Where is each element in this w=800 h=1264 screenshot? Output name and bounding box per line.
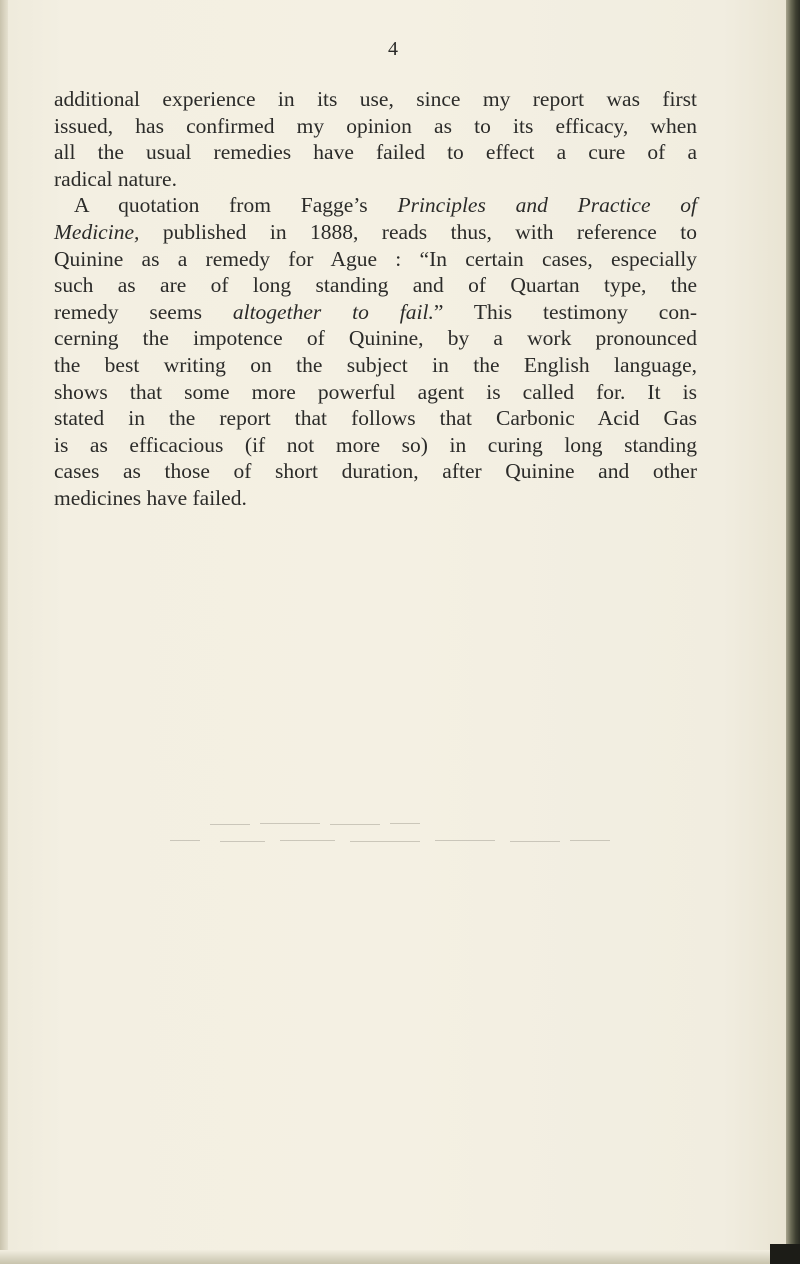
paragraph-1-line-3: all the usual remedies have failed to effect a cure of a (54, 140, 697, 165)
paragraph-2-line-10: is as efficacious (if not more so) in curing long standing (54, 432, 697, 457)
quoted-phrase: altogether to fail. (232, 299, 434, 324)
book-spine-shadow (786, 0, 800, 1264)
body-text (54, 86, 697, 512)
paragraph-2-line-4: such as are of long standing and of Quartan type, the (54, 273, 697, 298)
quote-trail: ” This testimony con- (433, 299, 697, 324)
publication-note: published in 1888, reads thus, with reference to (162, 219, 698, 244)
page-number: 4 (388, 38, 398, 60)
paragraph-2-line-11: cases as those of short duration, after Quinine and other (54, 459, 697, 484)
paragraph-2-line-1 (54, 192, 697, 219)
paragraph-2-line-8: shows that some more powerful agent is called for. It is (54, 379, 697, 404)
paragraph-2-line-12: medicines have failed. (54, 485, 247, 510)
paragraph-2-line-9: stated in the report that follows that Carbonic Acid Gas (54, 406, 697, 431)
quotation-intro: A quotation from Fagge’s (74, 193, 368, 218)
paragraph-2-line-5 (54, 299, 697, 326)
page-bottom-edge (0, 1250, 786, 1264)
paragraph-2-line-6: cerning the impotence of Quinine, by a work pronounced (54, 326, 697, 351)
show-through-marks (150, 820, 670, 850)
paragraph-2-line-2 (54, 219, 697, 246)
book-title-part-1: Principles and Practice of (397, 193, 698, 218)
paragraph-2-line-3: Quinine as a remedy for Ague : “In certain cases, especially (54, 246, 697, 271)
paragraph-1-line-2: issued, has confirmed my opinion as to its efficacy, when (54, 113, 697, 138)
book-title-part-2: Medicine, (54, 219, 140, 244)
paragraph-2-line-7: the best writing on the subject in the English language, (54, 352, 697, 377)
page-left-edge (0, 0, 8, 1264)
quote-lead: remedy seems (54, 299, 202, 324)
paragraph-1-line-1: additional experience in its use, since my report was first (54, 87, 697, 111)
paragraph-1-line-4: radical nature. (54, 166, 177, 191)
binding-corner (770, 1244, 800, 1264)
